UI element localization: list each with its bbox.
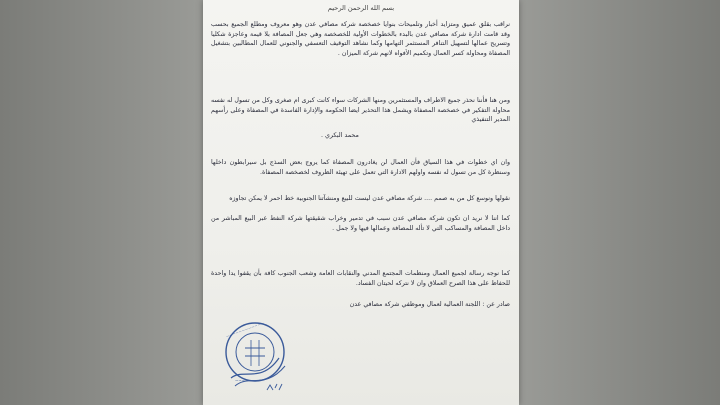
svg-text:~~~~~~: ~~~~~~: [235, 378, 256, 383]
paragraph-4: نقولها ونوسع كل من به صمم .... شركة مصافي عدن ليست للبيع ومنشآتنا الجنوبية خط احمر لا يمكن تجاوزه: [229, 195, 510, 202]
paragraph-3: وان اي خطوات في هذا السياق فأن العمال لن يغادرون المصفاة كما يروج بعض السذج بل سيرابطون داخلها وسنظرة كل من تسول له نفسه واولهم الادارة التي تعمل على تهيئة الظروف لخصخصة المصفاة.: [211, 159, 510, 176]
named-person: محمد البكري .: [321, 132, 359, 139]
paragraph-1: نراقب بقلق عميق ومتزايد أخبار وتلميحات بنوايا خصخصة شركة مصافي عدن وهو معروف ومطلع الجميع بحسب وقد قامت ادارة شركة مصافي عدن بالبدء بالخطوات الأولية للخصخصة وهي جعل المصافة بلا قيمة وعاجزة شكليا وتسريح عمالها لتسهيل التنافر المستثمر التهامها وكما نشاهد التوقيف التعسفي والجنوني للعمال المطالبين بتشغيل المصفاة ومحاولة كسر العمال وتكميم الأفواه لانهم شركة الميزان .: [211, 21, 510, 57]
official-stamp: [221, 318, 291, 396]
svg-text:~~~~~~~~~~~~: ~~~~~~~~~~~~: [225, 320, 265, 339]
paragraph-2: ومن هنا فأننا نحذر جميع الاطراف والمستثمرين ومنها الشركات سواء كانت كبرى ام صغرى وكل من تسول له نفسه محاولة التفكير في خصخصة المصفاة ويشمل هذا التحذير ايضا الحكومة والإدارة الفاسدة في المصفاة وعلى رأسهم المدير التنفيذي: [211, 97, 510, 124]
background-left: [0, 0, 210, 405]
paragraph-6: كما نوجه رسالة لجميع العمال ومنظمات المجتمع المدني والنقابات العامة وشعب الجنوب كافة بأن يقفوا يدا واحدة للحفاظ على هذا الصرح العملاق وان لا نتركه لحيتان الفساد.: [211, 270, 510, 287]
document-page: [203, 0, 519, 405]
paragraph-5: كما اننا لا نريد ان تكون شركة مصافي عدن سبب في تدمير وخراب شقيقتها شركة النفط عبر البيع المباشر من داخل المصافة والمساكب التي لا تأله للمصافة وعمالها فيها ولا جمل .: [211, 215, 510, 232]
stamp-graphic: [221, 318, 291, 396]
bismillah-heading: بسم الله الرحمن الرحيم: [327, 4, 395, 12]
issuer-line: صادر عن : اللجنة العمالية لعمال وموظفي شركة مصافي عدن: [349, 301, 510, 308]
background-right: [510, 0, 720, 405]
